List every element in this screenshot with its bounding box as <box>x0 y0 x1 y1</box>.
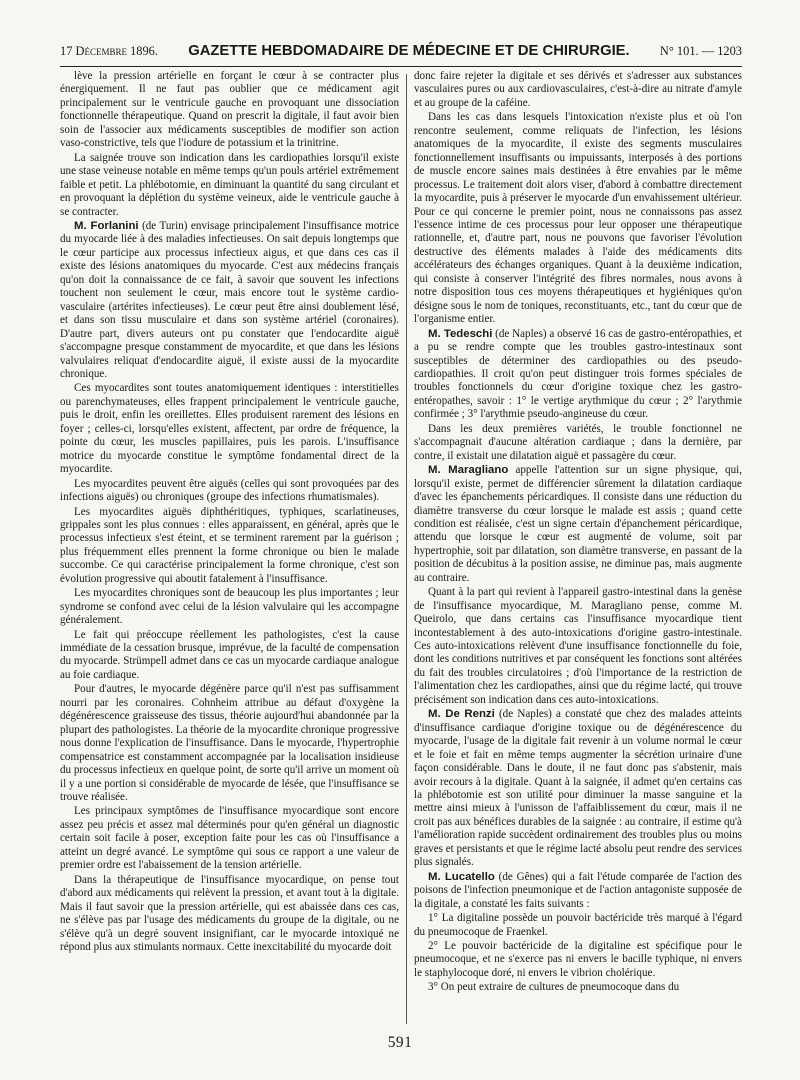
paragraph <box>60 683 399 804</box>
speaker-name: M. De Renzi <box>428 708 495 721</box>
paragraph <box>414 328 742 422</box>
paragraph <box>414 871 742 911</box>
paragraph <box>60 805 399 872</box>
date-month: Décembre <box>75 44 127 58</box>
paragraph-text: Quant à la part qui revient à l'appareil gastro-intestinal dans la genèse de l'insuffisance myocardique, M. Maragliano pense, comme M. Queirolo, que dans certains cas l'insuffisance myocardique tient incontestablement à des auto-intoxications d'origine gastro-intestinale. Ces auto-intoxications relèvent d'une insuffisance fonctionnelle du foie, dont les conditions nutritives et par conséquent les fonctions sont altérées du fait des troubles circulatoires ; d'où l'importance de la restriction de l'alimentation chez les cardiopathes, ainsi que du régime lacté, qui trouve précisément son indication dans ces auto-intoxications. <box>414 586 742 706</box>
page-number: 591 <box>387 1034 413 1051</box>
paragraph <box>414 708 742 869</box>
left-column <box>60 70 399 1030</box>
paragraph-text: Les myocardites chroniques sont de beaucoup les plus importantes ; leur syndrome se confond avec celui de la lésion valvulaire qui les accompagne généralement. <box>60 587 399 627</box>
journal-title: GAZETTE HEBDOMADAIRE DE MÉDECINE ET DE CHIRURGIE. <box>188 43 630 59</box>
paragraph-text: 2° Le pouvoir bactéricide de la digitaline est spécifique pour le pneumocoque, et ne s'exerce pas ni envers le bacille typhique, ni envers le staphylocoque doré, ni envers le vibrion cholérique. <box>414 940 742 979</box>
paragraph-text: Les principaux symptômes de l'insuffisance myocardique sont encore assez peu précis et assez mal déterminés pour qu'en général un diagnostic certain soit facile à poser, exception faite pour les cas où l'insuffisance a atteint un degré avancé. Le symptôme qui sous ce rapport a une valeur de premier ordre est l'abaissement de la tension artérielle. <box>60 805 399 872</box>
paragraph-text: donc faire rejeter la digitale et ses dérivés et s'adresser aux substances vasculaires pures ou aux cardiovasculaires, c'est-à-dire au nitrate d'amyle et au groupe de la caféine. <box>414 70 742 109</box>
header-date <box>60 44 158 59</box>
paragraph-text: Les myocardites aiguës diphthéritiques, typhiques, scarlatineuses, grippales sont les plus connues : elles apparaissent, en général, après que le processus infectieux s'est éteint, et se terminent rarement par la guérison ; plus fréquemment elles prennent la forme chronique ou bien le malade succombe. Ce qui caractérise principalement la forme chronique, c'est son évolution progressive qui aboutit fatalement à l'insuffisance. <box>60 505 399 585</box>
paragraph <box>414 940 742 980</box>
date-day: 17 <box>60 44 73 58</box>
paragraph <box>414 981 742 994</box>
speaker-name: M. Lucatello <box>428 870 495 883</box>
paragraph-text: appelle l'attention sur un signe physique, qui, lorsqu'il existe, permet de différencier sûrement la dilatation cardiaque d'avec les épanchements péricardiques. Il consiste dans une réduction du diamètre transverse du cœur lorsque le malade est assis ; quand cette condition est réalisée, c'est un signe certain d'épanchement péricardique, attendu que lorsque le cœur est augmenté de volume, soit par hypertrophie, soit par dilatation, son diamètre transverse, en passant de la position de décubitus à la position assise, ne diminue pas, mais augmente au contraire. <box>414 464 742 584</box>
paragraph-text: Le fait qui préoccupe réellement les pathologistes, c'est la cause immédiate de la cessation brusque, imprévue, de la faculté de compensation du myocarde. Strümpell admet dans ce cas un myocarde cardiaque analogue au foie cardiaque. <box>60 628 399 681</box>
paragraph-text: Ces myocardites sont toutes anatomiquement identiques : interstitielles ou parenchymateuses, elles frappent principalement le ventricule gauche, puis le droit, enfin les oreillettes. Elles produisent rarement des lésions en foyer ; celles-ci, lorsqu'elles existent, affectent, par ordre de fréquence, la pointe du cœur, les muscles papillaires, puis les parois. L'insuffisance motrice du myocarde constitue le symptôme fondamental direct de la myocardite. <box>60 382 399 476</box>
paragraph <box>60 874 399 955</box>
paragraph-text: Dans les cas dans lesquels l'intoxication n'existe plus et où l'on rencontre seulement, comme reliquats de l'infection, les lésions anatomiques de la myocardite, il existe des segments musculaires fonctionnellement insuffisants ou impuissants, interposés à des portions de muscle encore saines mais destinées à être envahies par le même processus. Le traitement doit alors viser, d'abord à combattre directement la myocardite, puis à préserver le myocarde d'un envahissement ultérieur. Pour ce qui concerne le premier point, nous ne connaissons pas assez l'essence intime de ces processus pour leur opposer une thérapeutique rationnelle, et, d'autre part, nous ne pouvons que favoriser l'évolution destructive des éléments malades à l'aide des médicaments dits accélérateurs des échanges organiques. Quant à la deuxième indication, qui consiste à conserver l'intégrité des fibres normales, nous avons à notre disposition tous ces moyens thérapeutiques et hygiéniques qu'on désigne sous le nom de toniques, reconstituants, etc., tant du cœur que de l'organisme entier. <box>414 111 742 326</box>
speaker-name: M. Maragliano <box>428 464 509 477</box>
paragraph-text: (de Naples) a constaté que chez des malades atteints d'insuffisance cardiaque d'origine toxique ou de dégénérescence du myocarde, l'usage de la digitale fait revenir à un volume normal le cœur et le foie et fait en même temps augmenter la sécrétion urinaire d'une façon considérable. Dans le doute, il ne faut donc pas s'abstenir, mais avoir recours à la digitale. Quant à la saignée, il admet qu'en certains cas la phlébotomie est son utilité pour diminuer la masse sanguine et la mettre ainsi mieux à l'unisson de l'affaiblissement du cœur, mais il ne croit pas aux bénéfices durables de la saignée : au contraire, il estime qu'à l'amélioration rapide succèdent ordinairement des troubles plus ou moins graves et persistants et que le régime lacté absolu peut rendre des services plus signalés. <box>414 708 742 869</box>
page-header <box>60 43 742 63</box>
paragraph <box>60 587 399 627</box>
paragraph <box>414 586 742 707</box>
paragraph <box>60 478 399 505</box>
paragraph <box>60 70 399 151</box>
speaker-name: M. Tedeschi <box>428 327 493 340</box>
paragraph <box>60 152 399 219</box>
paragraph <box>60 382 399 476</box>
paragraph <box>60 506 399 587</box>
paragraph-text: La saignée trouve son indication dans les cardiopathies lorsqu'il existe une stase veineuse notable en même temps qu'un pouls artériel extrêmement faible et petit. La phlébotomie, en diminuant la quantité du sang circulant et en provoquant la déplétion du système veineux, aide le ventricule gauche à se contracter. <box>60 151 399 218</box>
paragraph-text: Pour d'autres, le myocarde dégénère parce qu'il n'est pas suffisamment nourri par les coronaires. Cohnheim attribue au défaut d'oxygène la dégénérescence graisseuse des tissus, théorie aujourd'hui abandonnée par la plupart des pathologistes. La théorie de la myocardite chronique progressive nous donne l'explication de l'insuffisance. Dans le myocarde, l'hypertrophie compensatrice est constamment accompagnée par la localisation insidieuse du processus infectieux en quelque point, de sorte qu'il arrive un moment où il y a une portion si considérable de myocarde de lésée, que l'insuffisance se trouve réalisée. <box>60 683 399 804</box>
paragraph <box>414 70 742 110</box>
paragraph-text: Les myocardites peuvent être aiguës (celles qui sont provoquées par des infections aiguës) ou chroniques (groupe des infections rhumatismales). <box>60 477 399 504</box>
paragraph <box>414 464 742 585</box>
paragraph <box>414 423 742 463</box>
paragraph <box>60 629 399 683</box>
header-rule <box>60 66 742 67</box>
issue-number: N° 101. — 1203 <box>659 44 742 58</box>
speaker-name: M. Forlanini <box>74 219 139 232</box>
date-year: 1896. <box>130 44 158 58</box>
paragraph <box>414 111 742 326</box>
paragraph-text: Dans la thérapeutique de l'insuffisance myocardique, on pense tout d'abord aux médicaments qui relèvent la pression, et avant tout à la digitale. Mais il faut savoir que la pression artérielle, qui est abaissée dans ces cas, ne s'élève pas par l'usage des médicaments du groupe de la digitale, ou ne s'élève qu'à un degré souvent insignifiant, car le myocarde intoxiqué ne répond plus aux stimulants normaux. Cette inexcitabilité du myocarde doit <box>60 873 399 953</box>
paragraph-text: Dans les deux premières variétés, le trouble fonctionnel ne s'accompagnait d'aucune altération cardiaque ; dans la dernière, par contre, il existait une dilatation aiguë et passagère du cœur. <box>414 422 742 462</box>
paragraph <box>60 220 399 381</box>
paragraph-text: (de Naples) a observé 16 cas de gastro-entéropathies, et a pu se rendre compte que les troubles gastro-intestinaux sont susceptibles de déterminer des cardiopathies ou des pseudo-cardiopathies. Il croit qu'on peut distinguer trois formes spéciales de troubles fonctionnels du cœur d'origine toxique chez les gastro-entéropathes, savoir : 1° le vertige arythmique du cœur ; 2° l'arythmie confirmée ; 3° l'arythmie pseudo-angineuse du cœur. <box>414 327 742 421</box>
column-divider <box>406 74 407 1024</box>
paragraph <box>414 912 742 939</box>
paragraph-text: (de Gênes) qui a fait l'étude comparée de l'action des poisons de l'infection pneumonique et de l'action antagoniste supposée de la digitale, a constaté les faits suivants : <box>414 870 742 910</box>
paragraph-text: 1° La digitaline possède un pouvoir bactéricide très marqué à l'égard du pneumocoque de Fraenkel. <box>414 912 742 938</box>
right-column <box>414 70 742 1030</box>
paragraph-text: lève la pression artérielle en forçant le cœur à se contracter plus énergiquement. Il ne faut pas oublier que ce médicament agit principalement sur le ventricule gauche en provoquant une dissociation fonctionnelle thérapeutique. Quand on prescrit la digitale, il faut avoir bien soin de l'associer aux médicaments susceptibles de modifier son action vaso-constrictive, tels que l'iodure de potassium et la trinitrine. <box>60 70 399 150</box>
paragraph-text: (de Turin) envisage principalement l'insuffisance motrice du myocarde liée à des maladies infectieuses. On sait depuis longtemps que le cœur participe aux processus infectieux aigus, et que dans ces cas il existe des lésions anatomiques du myocarde. C'est aux médecins français qu'on doit la connaissance de ce fait, à savoir que souvent les infections touchent non seulement le cœur, mais encore tout le système cardio-vasculaire (artérites infectieuses). Le cœur peut être ainsi doublement lésé, et dans son tissu musculaire et dans son système artériel (coronaires). D'autre part, divers auteurs ont pu constater que l'endocardite aiguë s'accompagne presque constamment de myocardite, et que dans les lésions valvulaires reliquat d'endocardite aiguë, il existe aussi de la myocardite chronique. <box>60 219 399 380</box>
paragraph-text: 3° On peut extraire de cultures de pneumocoque dans du <box>428 981 680 994</box>
